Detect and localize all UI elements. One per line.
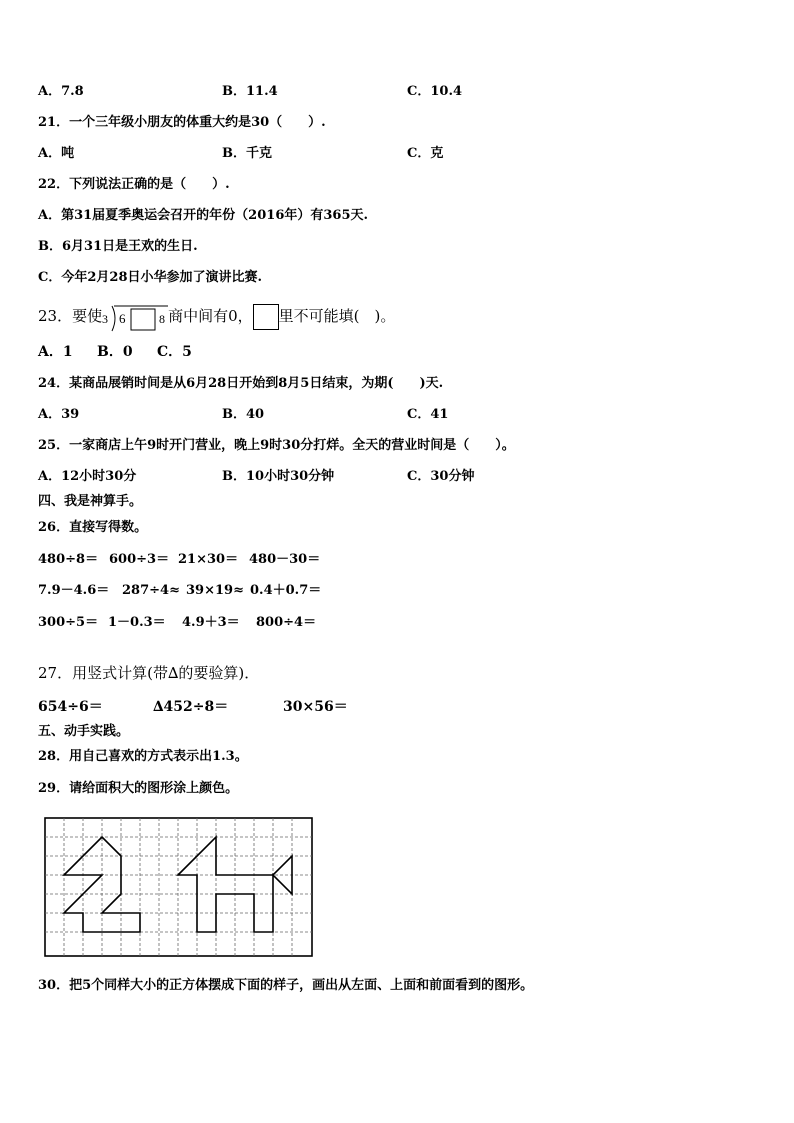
q21-option-a: A．吨 bbox=[38, 146, 75, 161]
q21-option-c: C．克 bbox=[407, 146, 444, 161]
q27-stem: 27．用竖式计算(带∆的要验算)． bbox=[38, 664, 260, 682]
q26-item: 4.9＋3＝ bbox=[182, 615, 240, 630]
q22-option-a: A．第31届夏季奥运会召开的年份（2016年）有365天. bbox=[38, 208, 369, 223]
q29-stem: 29．请给面积大的图形涂上颜色。 bbox=[38, 781, 239, 796]
q26-item: 300÷5＝ bbox=[38, 615, 99, 630]
q30-stem: 30．把5个同样大小的正方体摆成下面的样子，画出从左面、上面和前面看到的图形。 bbox=[38, 978, 534, 993]
q22-stem: 22．下列说法正确的是（ ）. bbox=[38, 177, 230, 192]
q23-stem bbox=[38, 302, 395, 330]
q25-stem: 25．一家商店上午9时开门营业，晚上9时30分打烊。全天的营业时间是（ ）。 bbox=[38, 438, 515, 453]
q25-option-a: A．12小时30分 bbox=[38, 469, 137, 484]
q20-option-b: B．11.4 bbox=[222, 84, 278, 99]
q23-option-a: A．1 bbox=[38, 344, 73, 360]
q22-option-c: C．今年2月28日小华参加了演讲比赛. bbox=[38, 270, 263, 285]
q26-item: 21×30＝ bbox=[178, 552, 239, 567]
q23-prefix: 23．要使 bbox=[38, 307, 103, 325]
q27-item: ∆452÷8＝ bbox=[153, 699, 229, 715]
q23-blank-box-2[interactable] bbox=[253, 304, 279, 330]
q23-dividend-a: 6 bbox=[119, 311, 126, 326]
q26-item: 0.4＋0.7＝ bbox=[250, 583, 322, 598]
q22-option-b: B．6月31日是王欢的生日. bbox=[38, 239, 198, 254]
q25-option-c: C．30分钟 bbox=[407, 469, 475, 484]
q23-option-b: B．0 bbox=[97, 344, 133, 360]
q27-item: 30×56＝ bbox=[283, 699, 348, 715]
q26-item: 600÷3＝ bbox=[109, 552, 170, 567]
section-4-title: 四、我是神算手。 bbox=[38, 494, 143, 509]
q25-option-b: B．10小时30分钟 bbox=[222, 469, 335, 484]
q28-stem: 28．用自己喜欢的方式表示出1.3。 bbox=[38, 749, 248, 764]
q26-item: 39×19≈ bbox=[186, 583, 244, 598]
area-comparison-grid bbox=[44, 817, 314, 959]
q20-option-c: C．10.4 bbox=[407, 84, 463, 99]
q26-item: 480－30＝ bbox=[249, 552, 321, 567]
q26-item: 800÷4＝ bbox=[256, 615, 317, 630]
q26-item: 480÷8＝ bbox=[38, 552, 99, 567]
q23-middle: 商中间有0， bbox=[168, 307, 253, 325]
q21-stem: 21．一个三年级小朋友的体重大约是30（ ）. bbox=[38, 115, 326, 130]
q26-item: 287÷4≈ bbox=[122, 583, 180, 598]
q23-suffix: 里不可能填( )。 bbox=[278, 307, 396, 325]
q24-option-a: A．39 bbox=[38, 407, 80, 422]
long-division-frame bbox=[102, 304, 168, 330]
q26-stem: 26．直接写得数。 bbox=[38, 520, 148, 535]
q23-option-c: C．5 bbox=[157, 344, 192, 360]
q24-option-b: B．40 bbox=[222, 407, 265, 422]
q21-option-b: B．千克 bbox=[222, 146, 272, 161]
q26-item: 7.9－4.6＝ bbox=[38, 583, 110, 598]
q20-option-a: A．7.8 bbox=[38, 84, 84, 99]
q24-stem: 24．某商品展销时间是从6月28日开始到8月5日结束，为期( )天. bbox=[38, 376, 444, 391]
q23-divisor: 3 bbox=[102, 312, 109, 326]
q23-blank-box-1 bbox=[131, 309, 155, 330]
q26-item: 1－0.3＝ bbox=[108, 615, 166, 630]
section-5-title: 五、动手实践。 bbox=[38, 724, 130, 739]
q23-dividend-b: 8 bbox=[159, 312, 166, 326]
q24-option-c: C．41 bbox=[407, 407, 449, 422]
q27-item: 654÷6＝ bbox=[38, 699, 103, 715]
